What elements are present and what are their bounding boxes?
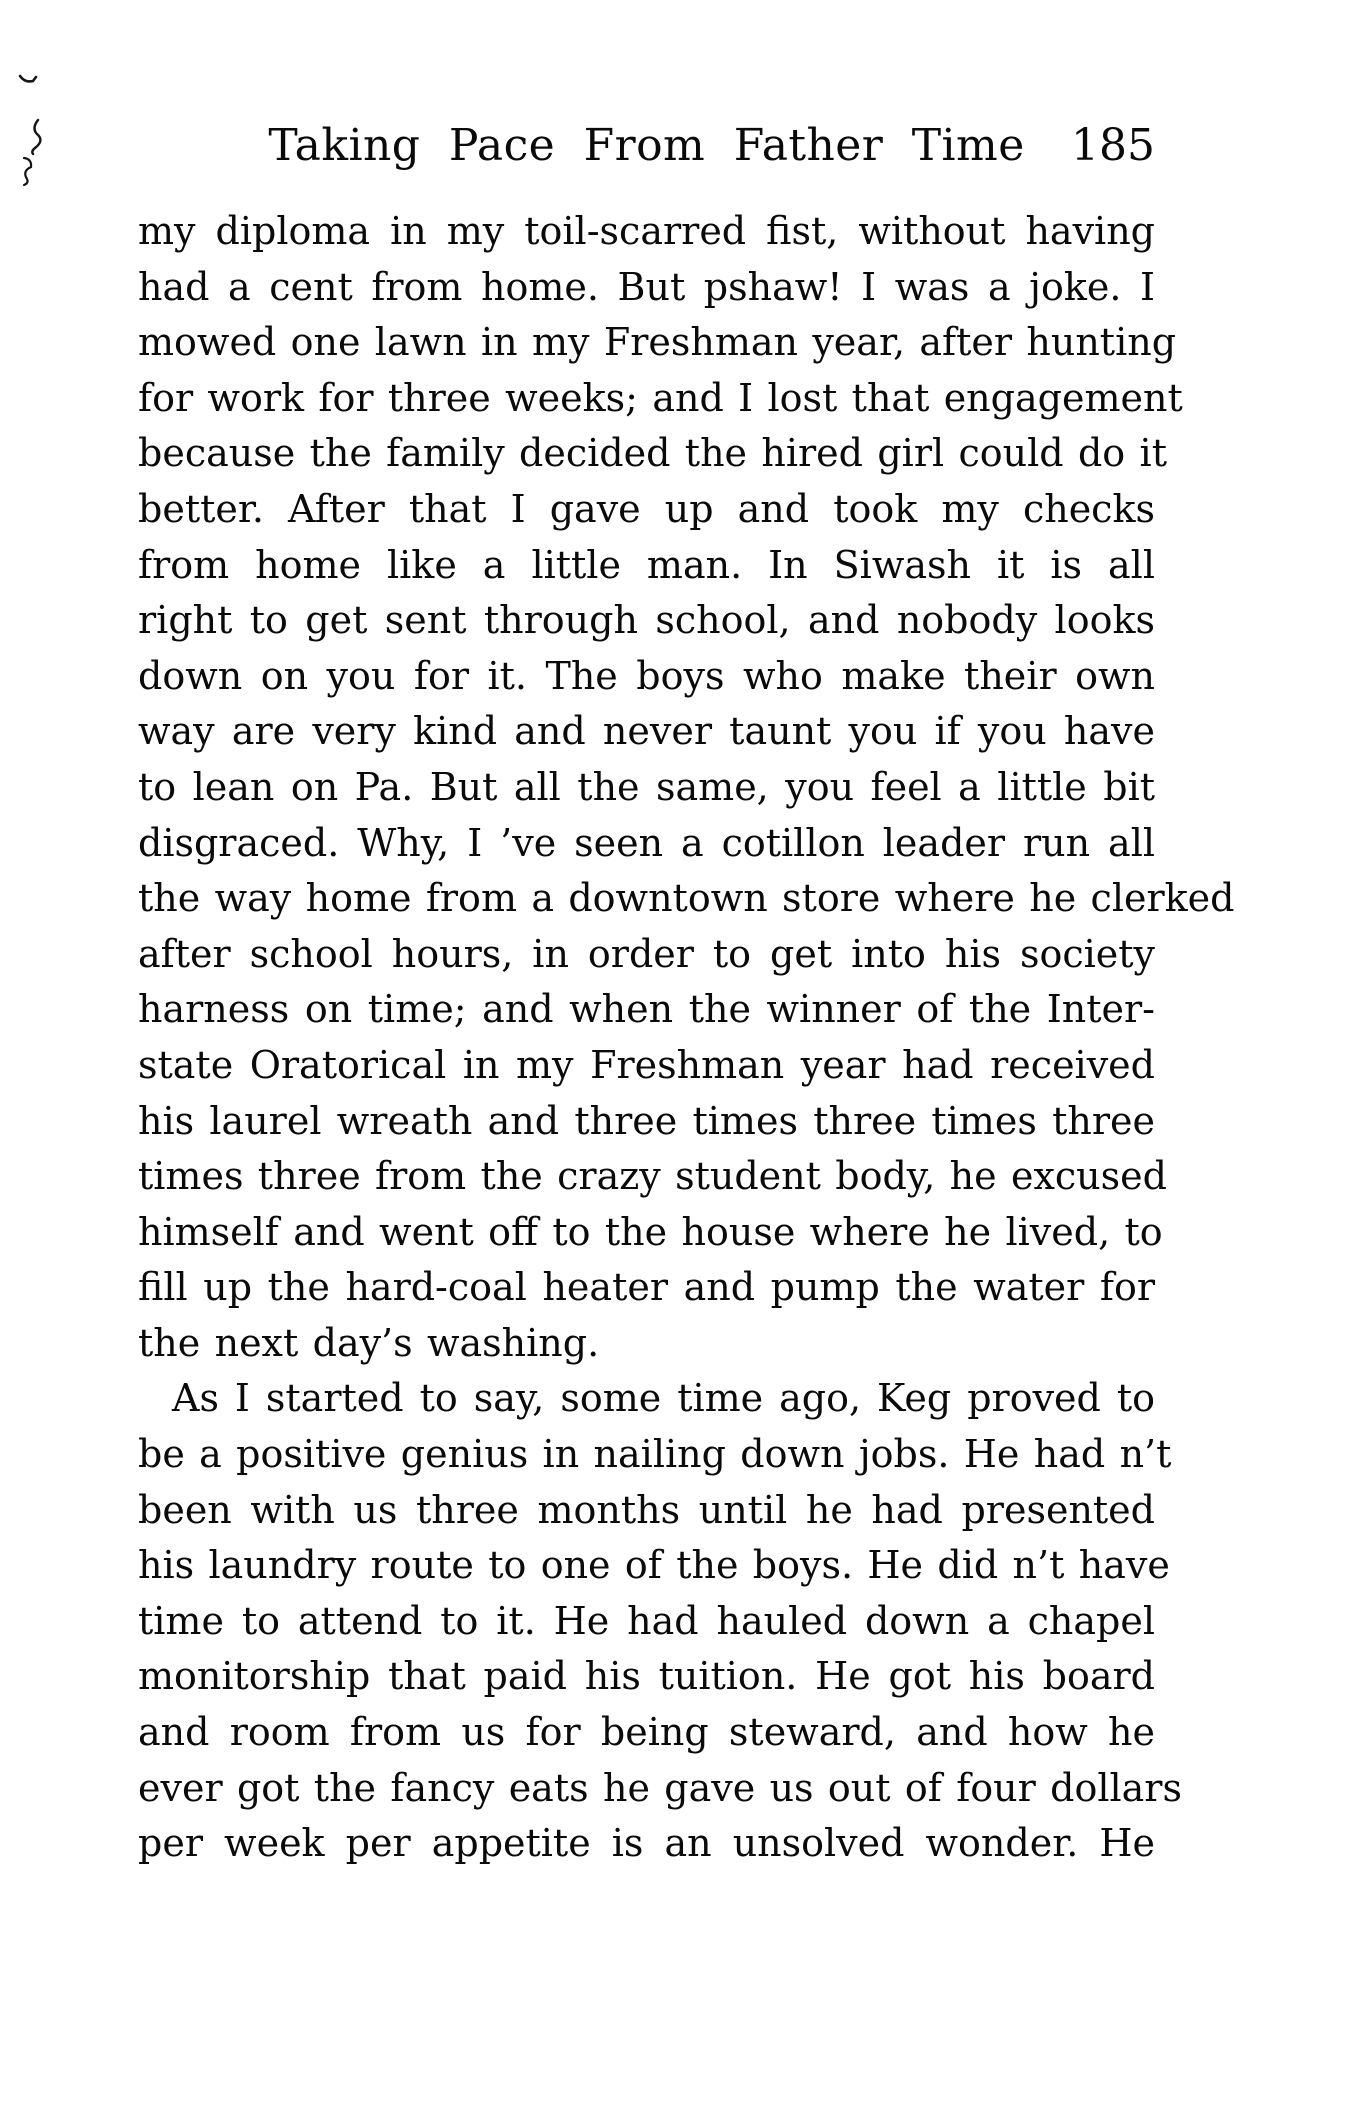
text-line: disgraced. Why, I ’ve seen a cotillon leader run all <box>138 820 1155 865</box>
text-line: state Oratorical in my Freshman year had received <box>138 1042 1155 1087</box>
text-line: had a cent from home. But pshaw! I was a joke. I <box>138 264 1155 309</box>
text-line: and room from us for being steward, and how he <box>138 1710 1155 1755</box>
text-line: times three from the crazy student body, he excused <box>138 1154 1167 1199</box>
ink-mark <box>8 58 68 208</box>
text-line: to lean on Pa. But all the same, you feel a little bit <box>138 764 1155 809</box>
text-line: As I started to say, some time ago, Keg proved to <box>172 1376 1155 1421</box>
text-line: per week per appetite is an unsolved wonder. He <box>138 1821 1155 1866</box>
text-line: his laurel wreath and three times three times three <box>138 1098 1155 1143</box>
text-line: himself and went off to the house where he lived, to <box>138 1209 1163 1254</box>
text-line: way are very kind and never taunt you if you have <box>138 709 1155 754</box>
text-line: for work for three weeks; and I lost that engagement <box>138 375 1183 420</box>
text-line: monitorship that paid his tuition. He got his board <box>138 1654 1155 1699</box>
body-text <box>138 204 1235 1872</box>
text-line: my diploma in my toil-scarred fist, without having <box>138 209 1155 253</box>
text-line: because the family decided the hired girl could do it <box>138 431 1167 476</box>
page-header <box>138 116 1155 176</box>
text-line: his laundry route to one of the boys. He did n’t have <box>138 1543 1170 1588</box>
text-line: after school hours, in order to get into his society <box>138 931 1155 976</box>
text-line: harness on time; and when the winner of the Inter- <box>138 987 1155 1032</box>
text-line: been with us three months until he had presented <box>138 1487 1155 1532</box>
text-line: fill up the hard-coal heater and pump the water for <box>138 1265 1155 1310</box>
text-line: better. After that I gave up and took my checks <box>138 486 1155 531</box>
page-number: 185 <box>1071 120 1155 171</box>
text-line: mowed one lawn in my Freshman year, after hunting <box>138 320 1177 365</box>
text-line: be a positive genius in nailing down jobs. He had n’t <box>138 1432 1172 1477</box>
text-line: down on you for it. The boys who make their own <box>138 653 1155 698</box>
running-title: Taking Pace From Father Time <box>268 120 1025 171</box>
text-line: ever got the fancy eats he gave us out of four dollars <box>138 1765 1182 1810</box>
text-line: the next day’s washing. <box>138 1320 600 1365</box>
text-line: from home like a little man. In Siwash it is all <box>138 542 1155 587</box>
text-line: time to attend to it. He had hauled down a chapel <box>138 1598 1155 1643</box>
text-line: the way home from a downtown store where he clerked <box>138 876 1235 921</box>
text-line: right to get sent through school, and nobody looks <box>138 598 1155 643</box>
